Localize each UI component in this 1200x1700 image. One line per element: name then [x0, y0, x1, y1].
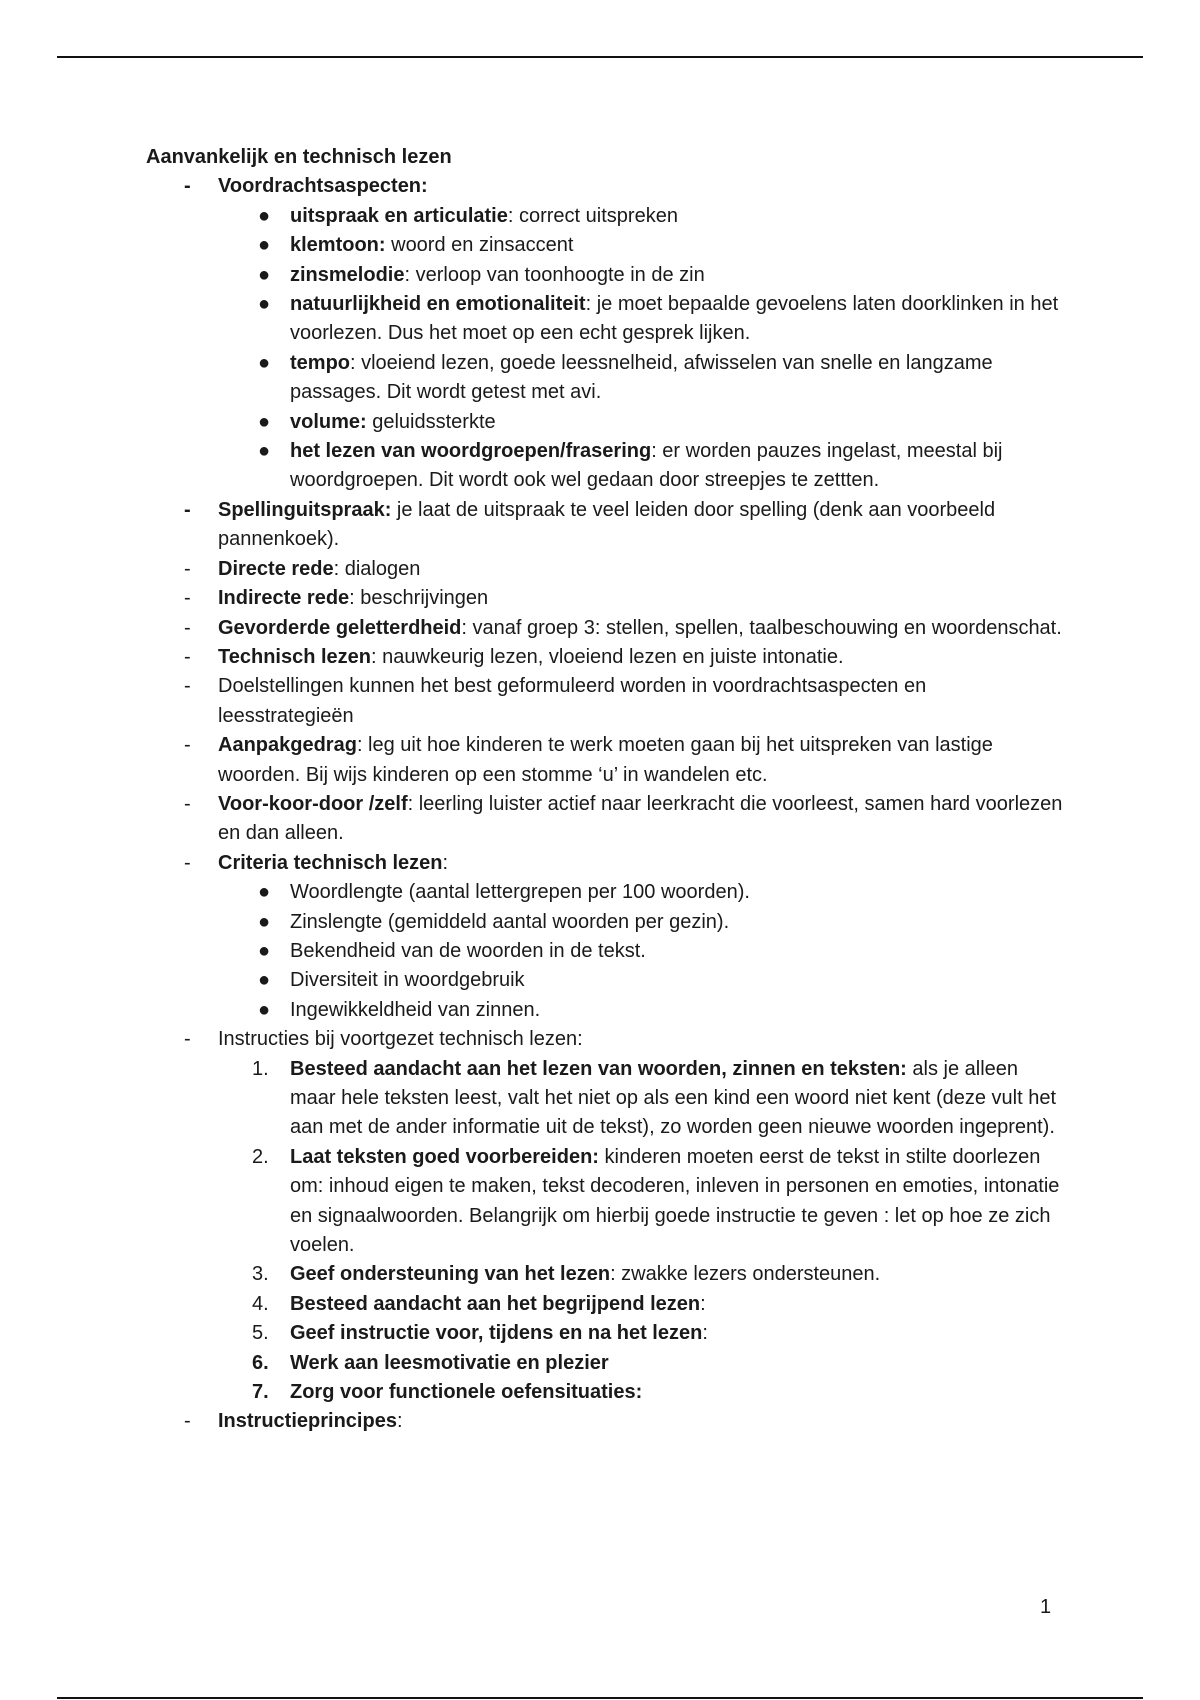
bullet-marker: ●	[258, 910, 271, 933]
sub-item	[218, 996, 1066, 1025]
bullet-marker: ●	[258, 440, 271, 463]
sub-item	[218, 290, 1066, 349]
sub-item-heading: natuurlijkheid en emotionaliteit	[290, 293, 586, 316]
numbered-item-text: : zwakke lezers ondersteunen.	[610, 1263, 881, 1286]
item-text: : leg uit hoe kinderen te werk moeten gaan bij het uitspreken van lastige woorden. Bij wijs kinderen op een stomme ‘u’ in wandelen etc.	[218, 734, 993, 786]
dash-marker: -	[184, 587, 191, 610]
sub-item	[218, 908, 1066, 937]
list-item-criteria	[146, 849, 1066, 1025]
bullet-marker: ●	[258, 969, 271, 992]
numbered-item-text: :	[702, 1322, 708, 1345]
item-heading: Directe rede	[218, 557, 334, 580]
main-list	[146, 172, 1066, 1436]
sub-item-heading: uitspraak en articulatie	[290, 204, 508, 227]
sub-item	[218, 966, 1066, 995]
criteria-sublist	[218, 878, 1066, 1025]
numbered-item-text: :	[700, 1292, 706, 1315]
list-item-gevorderde-geletterdheid	[146, 614, 1066, 643]
sub-item-text: woord en zinsaccent	[385, 234, 574, 257]
numbered-item-heading: Zorg voor functionele oefensituaties:	[290, 1381, 643, 1404]
list-item-indirecte-rede	[146, 584, 1066, 613]
bottom-rule	[57, 1697, 1143, 1699]
instructies-numbered-list	[218, 1055, 1066, 1408]
numbered-item	[218, 1260, 1066, 1289]
bullet-marker: ●	[258, 351, 271, 374]
numbered-item-heading: Geef instructie voor, tijdens en na het lezen	[290, 1322, 703, 1345]
item-heading: Aanpakgedrag	[218, 734, 357, 757]
sub-item-heading: het lezen van woordgroepen/frasering	[290, 440, 652, 463]
sub-item	[218, 261, 1066, 290]
list-item-voordracht	[146, 172, 1066, 495]
sub-item	[218, 349, 1066, 408]
dash-marker: -	[184, 851, 191, 874]
list-item-voor-koor-door	[146, 790, 1066, 849]
list-item-doelstellingen	[146, 672, 1066, 731]
bullet-marker: ●	[258, 234, 271, 257]
number-marker: 3.	[252, 1263, 269, 1286]
sub-item-heading: zinsmelodie	[290, 263, 405, 286]
item-heading: Indirecte rede	[218, 587, 350, 610]
list-item-spellinguitspraak	[146, 496, 1066, 555]
item-heading: Technisch lezen	[218, 645, 372, 668]
item-heading: Criteria technisch lezen	[218, 851, 443, 874]
numbered-item	[218, 1378, 1066, 1407]
sub-item-heading: klemtoon:	[290, 234, 386, 257]
dash-marker: -	[184, 175, 191, 198]
item-heading: Voor-koor-door /zelf	[218, 792, 408, 815]
item-heading: Gevorderde geletterdheid	[218, 616, 462, 639]
item-text: : dialogen	[333, 557, 421, 580]
sub-item	[218, 202, 1066, 231]
sub-item-text: Zinslengte (gemiddeld aantal woorden per gezin).	[290, 910, 730, 933]
bullet-marker: ●	[258, 881, 271, 904]
list-item-aanpakgedrag	[146, 731, 1066, 790]
numbered-item-heading: Laat teksten goed voorbereiden:	[290, 1145, 599, 1168]
list-item-instructieprincipes	[146, 1407, 1066, 1436]
numbered-item	[218, 1319, 1066, 1348]
dash-marker: -	[184, 616, 191, 639]
number-marker: 2.	[252, 1145, 269, 1168]
item-heading: Instructieprincipes	[218, 1410, 397, 1433]
item-heading: Voordrachtsaspecten:	[218, 175, 428, 198]
document-body	[146, 143, 1066, 1437]
list-item-instructies	[146, 1025, 1066, 1407]
bullet-marker: ●	[258, 293, 271, 316]
item-text: : leerling luister actief naar leerkracht die voorleest, samen hard voorlezen en dan alleen.	[218, 792, 1063, 845]
item-text: Instructies bij voortgezet technisch lezen:	[218, 1028, 583, 1051]
numbered-item	[218, 1143, 1066, 1261]
number-marker: 5.	[252, 1322, 269, 1345]
number-marker: 6.	[252, 1351, 269, 1374]
item-text: :	[396, 1410, 403, 1433]
numbered-item	[218, 1349, 1066, 1378]
dash-marker: -	[184, 1410, 191, 1433]
sub-item-text: : vloeiend lezen, goede leessnelheid, afwisselen van snelle en langzame passages. Dit wordt getest met avi.	[290, 351, 993, 404]
item-text: :	[442, 851, 449, 874]
sub-item	[218, 937, 1066, 966]
item-text: : beschrijvingen	[349, 587, 489, 610]
document-title: Aanvankelijk en technisch lezen	[146, 146, 452, 168]
sub-item	[218, 408, 1066, 437]
numbered-item-heading: Werk aan leesmotivatie en plezier	[290, 1351, 609, 1374]
sub-item-heading: tempo	[290, 351, 350, 374]
sub-item-text: : er worden pauzes ingelast, meestal bij woordgroepen. Dit wordt ook wel gedaan door streepjes te zettten.	[290, 440, 1003, 492]
sub-item-text: Diversiteit in woordgebruik	[290, 969, 525, 992]
item-text: Doelstellingen kunnen het best geformuleerd worden in voordrachtsaspecten en leesstrategieën	[218, 675, 927, 727]
number-marker: 7.	[252, 1381, 269, 1404]
numbered-item	[218, 1290, 1066, 1319]
item-heading: Spellinguitspraak:	[218, 498, 392, 521]
item-text: je laat de uitspraak te veel leiden door spelling (denk aan voorbeeld pannenkoek).	[218, 498, 996, 551]
bullet-marker: ●	[258, 998, 271, 1021]
dash-marker: -	[184, 675, 191, 698]
sub-item-text: : correct uitspreken	[507, 204, 678, 227]
item-text: : nauwkeurig lezen, vloeiend lezen en juiste intonatie.	[371, 645, 844, 668]
voordracht-sublist	[218, 202, 1066, 496]
numbered-item	[218, 1055, 1066, 1143]
sub-item	[218, 437, 1066, 496]
sub-item-heading: volume:	[290, 410, 367, 433]
sub-item	[218, 878, 1066, 907]
dash-marker: -	[184, 557, 191, 580]
numbered-item-heading: Geef ondersteuning van het lezen	[290, 1263, 611, 1286]
sub-item-text: : je moet bepaalde gevoelens laten doorklinken in het voorlezen. Dus het moet op een echt gesprek lijken.	[290, 293, 1059, 345]
dash-marker: -	[184, 1028, 191, 1051]
bullet-marker: ●	[258, 204, 271, 227]
bullet-marker: ●	[258, 939, 271, 962]
sub-item-text: geluidssterkte	[366, 410, 496, 433]
numbered-item-text: kinderen moeten eerst de tekst in stilte doorlezen om: inhoud eigen te maken, tekst decoderen, inleven in personen en emoties, intonatie en signaalwoorden. Belangrijk om hierbij goede instructie te geven : let op hoe ze zich voelen.	[290, 1145, 1060, 1257]
numbered-item-text: als je alleen maar hele teksten leest, valt het niet op als een kind een woord niet kent (deze vult het aan met de ander informatie uit de tekst), zo worden geen nieuwe woorden ingeprent).	[290, 1057, 1057, 1139]
bullet-marker: ●	[258, 263, 271, 286]
bullet-marker: ●	[258, 410, 271, 433]
sub-item-text: Woordlengte (aantal lettergrepen per 100 woorden).	[290, 881, 750, 904]
sub-item-text: : verloop van toonhoogte in de zin	[404, 263, 705, 286]
dash-marker: -	[184, 792, 191, 815]
list-item-technisch-lezen	[146, 643, 1066, 672]
sub-item-text: Bekendheid van de woorden in de tekst.	[290, 939, 646, 962]
dash-marker: -	[184, 498, 191, 521]
list-item-directe-rede	[146, 555, 1066, 584]
sub-item	[218, 231, 1066, 260]
number-marker: 1.	[252, 1057, 269, 1080]
numbered-item-heading: Besteed aandacht aan het lezen van woorden, zinnen en teksten:	[290, 1057, 907, 1080]
dash-marker: -	[184, 645, 191, 668]
number-marker: 4.	[252, 1292, 269, 1315]
top-rule	[57, 56, 1143, 58]
page-number: 1	[1040, 1596, 1052, 1618]
item-text: : vanaf groep 3: stellen, spellen, taalbeschouwing en woordenschat.	[461, 616, 1062, 639]
numbered-item-heading: Besteed aandacht aan het begrijpend lezen	[290, 1292, 701, 1315]
dash-marker: -	[184, 734, 191, 757]
sub-item-text: Ingewikkeldheid van zinnen.	[290, 998, 541, 1021]
